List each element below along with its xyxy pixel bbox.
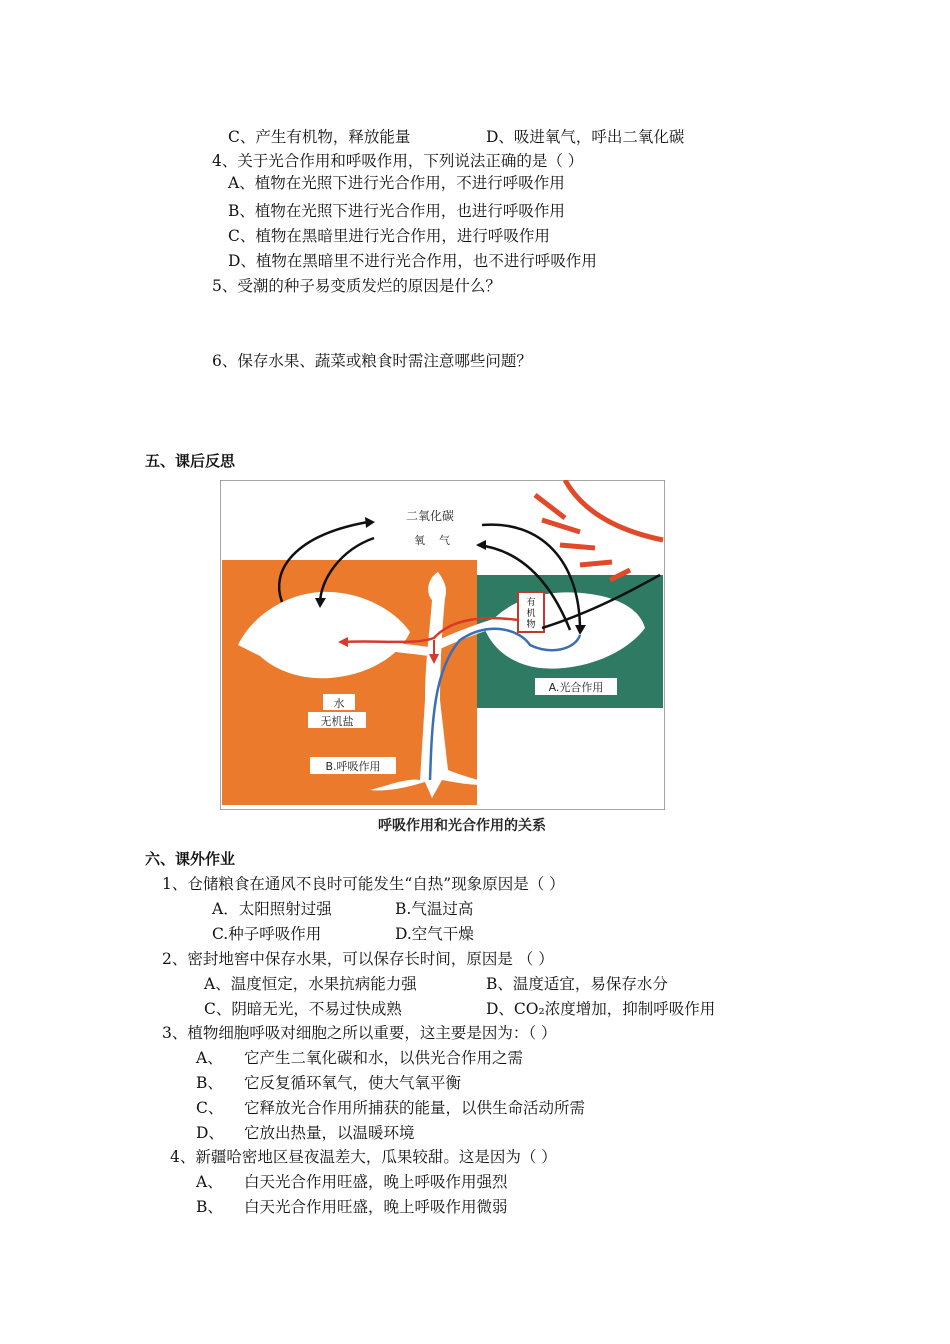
o2-label: 氧 气 [414,534,450,547]
water-label: 水 [333,697,345,710]
q4-option-b: B、植物在光照下进行光合作用，也进行呼吸作用 [228,202,565,220]
s6-q1-option-c: C.种子呼吸作用 [212,925,322,943]
s6-q4-stem: 4、新疆哈密地区昼夜温差大，瓜果较甜。这是因为（ ） [170,1148,557,1166]
s6-q2-option-a: A、温度恒定，水果抗病能力强 [204,975,417,993]
q4-option-a: A、植物在光照下进行光合作用，不进行呼吸作用 [228,174,565,192]
s6-q2-option-d: D、CO₂浓度增加，抑制呼吸作用 [486,1000,716,1018]
s6-q4-option-b [196,1197,508,1217]
q4-option-c: C、植物在黑暗里进行光合作用，进行呼吸作用 [228,227,550,245]
s6-q1-option-d: D.空气干燥 [395,925,474,943]
s6-q1-stem: 1、仓储粮食在通风不良时可能发生“自热”现象原因是（ ） [162,875,565,893]
q6-stem: 6、保存水果、蔬菜或粮食时需注意哪些问题？ [212,352,532,370]
option-text: 白天光合作用旺盛，晚上呼吸作用微弱 [244,1198,508,1216]
section6-heading: 六、课外作业 [145,850,236,868]
mineral-salt-label: 无机盐 [320,715,354,728]
option-label: C、 [196,1099,224,1117]
s6-q4-option-a [196,1172,508,1192]
option-label: B、 [196,1074,223,1092]
co2-label: 二氧化碳 [405,509,455,523]
q5-stem: 5、受潮的种子易变质发烂的原因是什么？ [212,277,501,295]
option-label: A、 [196,1049,223,1067]
option-text: 它放出热量，以温暖环境 [244,1124,415,1142]
photosynthesis-respiration-figure [220,480,665,810]
figure-caption: 呼吸作用和光合作用的关系 [378,818,546,834]
organic-char-3: 物 [526,620,536,630]
s6-q3-option-a [196,1048,523,1068]
respiration-label: B.呼吸作用 [325,760,381,773]
organic-char-1: 有 [526,598,536,608]
q3-option-c: C、产生有机物，释放能量 [228,128,411,146]
option-text: 白天光合作用旺盛，晚上呼吸作用强烈 [244,1173,508,1191]
s6-q2-option-b: B、温度适宜，易保存水分 [486,975,668,993]
s6-q1-option-a: A．太阳照射过强 [212,900,332,918]
option-label: B、 [196,1198,223,1216]
s6-q2-stem: 2、密封地窖中保存水果，可以保存长时间，原因是 （ ） [162,950,554,968]
s6-q3-option-d [196,1123,415,1143]
option-text: 它产生二氧化碳和水，以供光合作用之需 [244,1049,524,1067]
q4-option-d: D、植物在黑暗里不进行光合作用，也不进行呼吸作用 [228,252,597,270]
s6-q1-option-b: B.气温过高 [395,900,474,918]
s6-q3-option-c [196,1098,585,1118]
organic-char-2: 机 [526,609,536,619]
section5-heading: 五、课后反思 [145,452,236,470]
s6-q2-option-c: C、阴暗无光，不易过快成熟 [204,1000,402,1018]
option-label: A、 [196,1173,223,1191]
q3-option-d: D、吸进氧气，呼出二氧化碳 [486,128,685,146]
s6-q3-option-b [196,1073,461,1093]
option-text: 它释放光合作用所捕获的能量，以供生命活动所需 [244,1099,586,1117]
q4-stem: 4、关于光合作用和呼吸作用，下列说法正确的是（ ） [212,152,584,170]
option-label: D、 [196,1124,224,1142]
s6-q3-stem: 3、植物细胞呼吸对细胞之所以重要，这主要是因为：（ ） [162,1024,557,1042]
option-text: 它反复循环氧气，使大气氧平衡 [244,1074,462,1092]
photosynthesis-label: A.光合作用 [548,681,604,694]
